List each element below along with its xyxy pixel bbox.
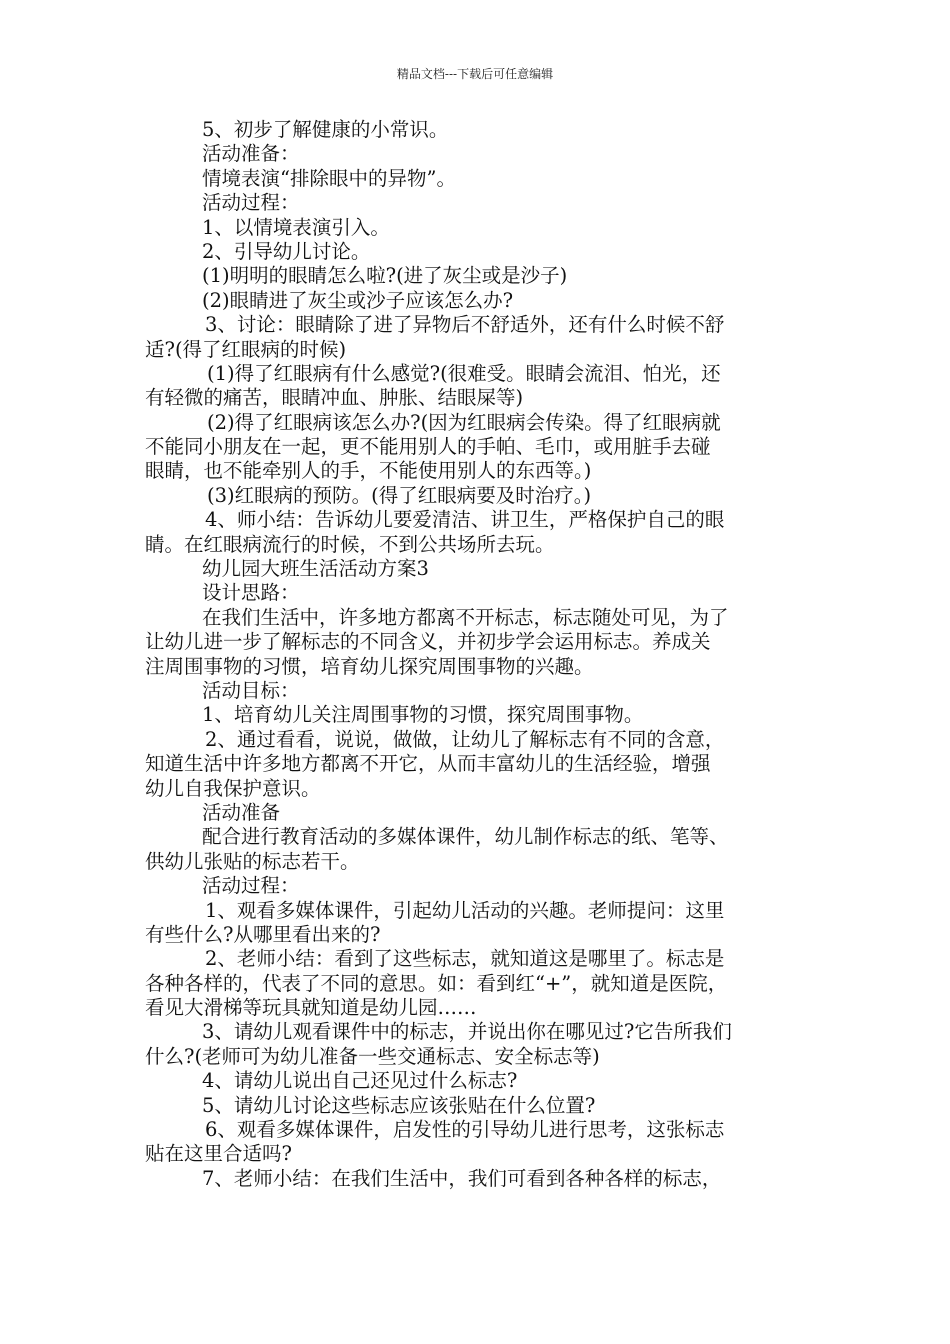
text-line: 活动过程： (202, 874, 300, 898)
text-line: 2、通过看看，说说，做做，让幼儿了解标志有不同的含意， (205, 727, 725, 751)
text-line: 活动准备 (202, 800, 281, 824)
text-line: 幼儿园大班生活活动方案3 (202, 557, 429, 581)
text-line: 情境表演“排除眼中的异物”。 (202, 166, 456, 190)
text-line: 4、师小结：告诉幼儿要爱清洁、讲卫生，严格保护自己的眼 (205, 508, 725, 532)
text-line: 1、以情境表演引入。 (202, 215, 390, 239)
text-line: 3、请幼儿观看课件中的标志，并说出你在哪见过?它告所我们 (202, 1020, 732, 1044)
text-line: 不能同小朋友在一起，更不能用别人的手帕、毛巾，或用脏手去碰 (145, 435, 711, 459)
text-line: 睛。在红眼病流行的时候，不到公共场所去玩。 (145, 532, 555, 556)
text-line: (2)得了红眼病该怎么办?(因为红眼病会传染。得了红眼病就 (207, 410, 721, 434)
text-line: 幼儿自我保护意识。 (145, 776, 321, 800)
text-line: 6、观看多媒体课件，启发性的引导幼儿进行思考，这张标志 (205, 1118, 725, 1142)
text-line: (2)眼睛进了灰尘或沙子应该怎么办? (202, 288, 514, 312)
text-line: 适?(得了红眼病的时候) (145, 337, 347, 361)
text-line: 4、请幼儿说出自己还见过什么标志? (202, 1069, 518, 1093)
text-line: 有轻微的痛苦，眼睛冲血、肿胀、结眼屎等) (145, 386, 524, 410)
text-line: 在我们生活中，许多地方都离不开标志，标志随处可见，为了 (202, 605, 729, 629)
text-line: 注周围事物的习惯，培育幼儿探究周围事物的兴趣。 (145, 654, 594, 678)
text-line: 让幼儿进一步了解标志的不同含义，并初步学会运用标志。养成关 (145, 630, 711, 654)
text-line: 看见大滑梯等玩具就知道是幼儿园…… (145, 996, 477, 1020)
text-line: 7、老师小结：在我们生活中，我们可看到各种各样的标志， (202, 1166, 722, 1190)
text-line: 2、老师小结：看到了这些标志，就知道这是哪里了。标志是 (205, 947, 725, 971)
text-line: 眼睛，也不能牵别人的手，不能使用别人的东西等。) (145, 459, 592, 483)
text-line: 5、请幼儿讨论这些标志应该张贴在什么位置? (202, 1093, 596, 1117)
text-line: 有些什么?从哪里看出来的? (145, 922, 381, 946)
text-line: 3、讨论：眼睛除了进了异物后不舒适外，还有什么时候不舒 (205, 313, 725, 337)
text-line: 5、初步了解健康的小常识。 (202, 118, 449, 141)
text-line: 什么?(老师可为幼儿准备一些交通标志、安全标志等) (145, 1044, 600, 1068)
text-line: 各种各样的，代表了不同的意思。如：看到红“+”，就知道是医院， (145, 971, 728, 995)
text-line: 活动目标： (202, 678, 300, 702)
text-line: 1、观看多媒体课件，引起幼儿活动的兴趣。老师提问：这里 (205, 898, 725, 922)
text-line: (1)得了红眼病有什么感觉?(很难受。眼睛会流泪、怕光，还 (207, 361, 721, 385)
text-line: (3)红眼病的预防。(得了红眼病要及时治疗。) (207, 483, 592, 507)
text-line: 设计思路： (202, 581, 300, 605)
page-header: 精品文档---下载后可任意编辑 (396, 67, 554, 81)
text-line: 活动准备： (202, 142, 300, 166)
text-line: 2、引导幼儿讨论。 (202, 239, 371, 263)
text-line: 供幼儿张贴的标志若干。 (145, 849, 360, 873)
text-line: 知道生活中许多地方都离不开它，从而丰富幼儿的生活经验，增强 (145, 752, 711, 776)
text-line: 活动过程： (202, 191, 300, 215)
text-line: 配合进行教育活动的多媒体课件，幼儿制作标志的纸、笔等、 (202, 825, 729, 849)
document-body (145, 118, 825, 1191)
text-line: 贴在这里合适吗? (145, 1142, 292, 1166)
text-line: (1)明明的眼睛怎么啦?(进了灰尘或是沙子) (202, 264, 568, 288)
text-line: 1、培育幼儿关注周围事物的习惯，探究周围事物。 (202, 703, 644, 727)
